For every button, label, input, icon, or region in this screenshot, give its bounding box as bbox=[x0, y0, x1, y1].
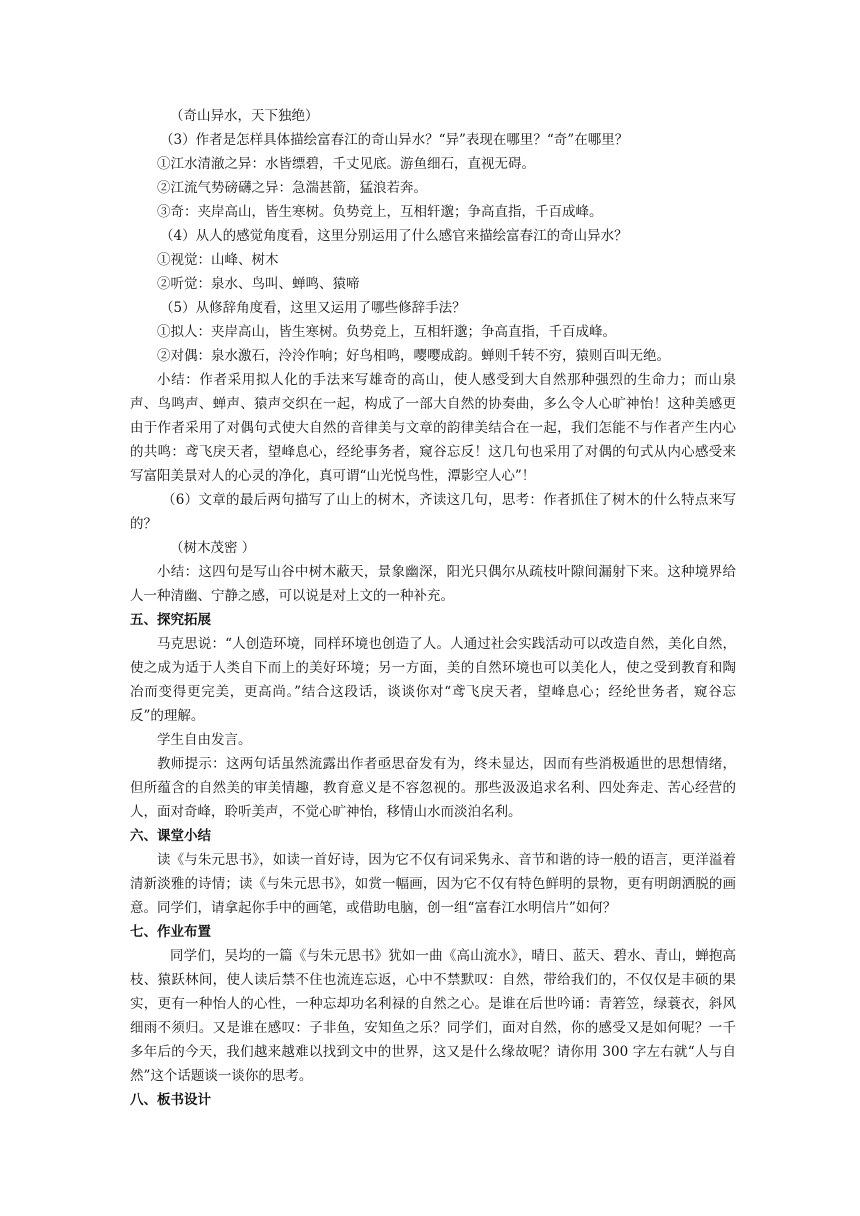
paragraph: 马克思说：“人创造环境，同样环境也创造了人。人通过社会实践活动可以改造自然，美化自然，使之成为适于人类自下而上的美好环境；另一方面，美的自然环境也可以美化人，使之受到教育和陶冶而变得更完美，更高尚。”结合这段话，谈谈你对“鸢飞戾天者，望峰息心；经纶世务者，窥谷忘反”的理解。 bbox=[130, 636, 736, 724]
document-page bbox=[130, 104, 736, 1112]
summary-paragraph: 小结：作者采用拟人化的手法来写雄奇的高山，使人感受到大自然那种强烈的生命力；而山泉声、鸟鸣声、蝉声、猿声交织在一起，构成了一部大自然的协奏曲，多么令人心旷神怡！这种美感更由于作者采用了对偶句式使大自然的音律美与文章的韵律美结合在一起，我们怎能不与作者产生内心的共鸣：鸢飞戾天者，望峰息心，经纶事务者，窥谷忘反！这几句也采用了对偶的句式从内心感受来写富阳美景对人的心灵的净化，真可谓“山光悦鸟性，潭影空人心”！ bbox=[130, 372, 736, 484]
list-item: ③奇：夹岸高山，皆生寒树。负势竞上，互相轩邈；争高直指，千百成峰。 bbox=[157, 204, 603, 220]
list-item: ②对偶：泉水激石，泠泠作响；好鸟相鸣，嘤嘤成韵。蝉则千转不穷，猿则百叫无绝。 bbox=[157, 348, 670, 364]
list-item: ①江水清澈之异：水皆缥碧，千丈见底。游鱼细石，直视无碍。 bbox=[157, 156, 535, 172]
list-item: ②江流气势磅礴之异：急湍甚箭，猛浪若奔。 bbox=[157, 180, 427, 196]
paragraph: 同学们，吴均的一篇《与朱元思书》犹如一曲《高山流水》，晴日、蓝天、碧水、青山，蝉抱高枝、猿跃林间，使人读后禁不住也流连忘返，心中不禁默叹：自然，带给我们的，不仅仅是丰硕的果实，更有一种怡人的心性，一种忘却功名利禄的自然之心。是谁在后世吟诵：青箬笠，绿蓑衣，斜风细雨不须归。又是谁在感叹：子非鱼，安知鱼之乐？同学们，面对自然，你的感受又是如何呢？一千多年后的今天，我们越来越难以找到文中的世界，这又是什么缘故呢？请你用 300 字左右就“人与自然”这个话题谈一谈你的思考。 bbox=[130, 948, 736, 1084]
question-6: （6）文章的最后两句描写了山上的树木，齐读这几句，思考：作者抓住了树木的什么特点来写的？ bbox=[130, 492, 736, 532]
question-3: （3）作者是怎样具体描绘富春江的奇山异水？“异”表现在哪里？“奇”在哪里？ bbox=[160, 132, 629, 148]
section-heading: 六、课堂小结 bbox=[130, 828, 211, 844]
list-item: ①视觉：山峰、树木 bbox=[157, 252, 279, 268]
list-item: ②听觉：泉水、鸟叫、蝉鸣、猿啼 bbox=[157, 276, 360, 292]
list-item: ①拟人：夹岸高山，皆生寒树。负势竞上，互相轩邈；争高直指，千百成峰。 bbox=[157, 324, 616, 340]
question-4: （4）从人的感觉角度看，这里分别运用了什么感官来描绘富春江的奇山异水？ bbox=[160, 228, 628, 244]
section-heading: 八、板书设计 bbox=[130, 1092, 211, 1108]
answer-line: （奇山异水，天下独绝） bbox=[170, 108, 319, 124]
summary-paragraph: 小结：这四句是写山谷中树木蔽天，景象幽深，阳光只偶尔从疏枝叶隙间漏射下来。这种境界给人一种清幽、宁静之感，可以说是对上文的一种补充。 bbox=[130, 564, 736, 604]
paragraph: 学生自由发言。 bbox=[157, 732, 252, 748]
paragraph: 教师提示：这两句话虽然流露出作者亟思奋发有为，终未显达，因而有些消极遁世的思想情绪，但所蕴含的自然美的审美情趣，教育意义是不容忽视的。那些汲汲追求名利、四处奔走、苦心经营的人，面对奇峰，聆听美声，不觉心旷神怡，移情山水而淡泊名利。 bbox=[130, 756, 736, 820]
question-5: （5）从修辞角度看，这里又运用了哪些修辞手法？ bbox=[160, 300, 466, 316]
section-heading: 七、作业布置 bbox=[130, 924, 211, 940]
section-heading: 五、探究拓展 bbox=[130, 612, 211, 628]
answer-line: （树木茂密 ） bbox=[170, 540, 256, 556]
paragraph: 读《与朱元思书》，如读一首好诗，因为它不仅有词采隽永、音节和谐的诗一般的语言，更洋溢着清新淡雅的诗情；读《与朱元思书》，如赏一幅画，因为它不仅有特色鲜明的景物，更有明朗洒脱的画意。同学们，请拿起你手中的画笔，或借助电脑，创一组“富春江水明信片”如何？ bbox=[130, 852, 736, 916]
